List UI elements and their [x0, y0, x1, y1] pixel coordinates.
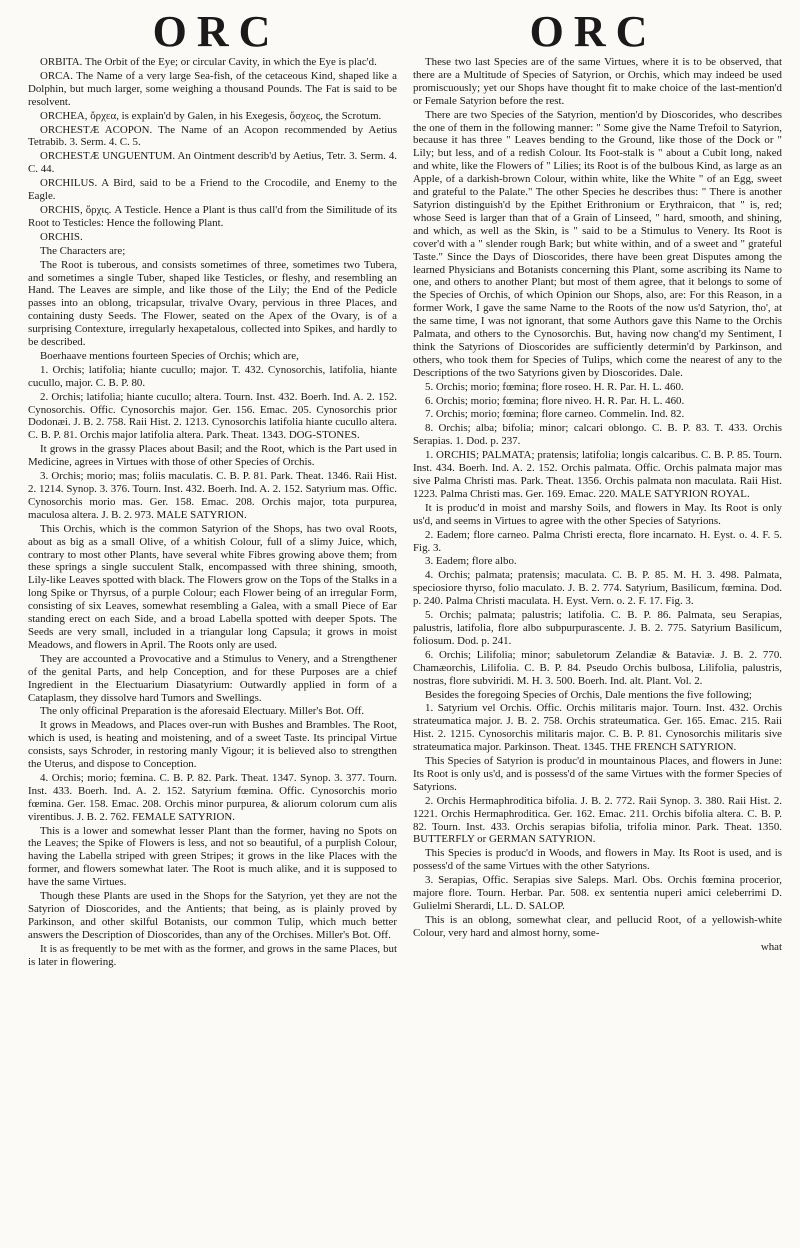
paragraph: ORBITA. The Orbit of the Eye; or circular Cavity, in which the Eye is plac'd. — [40, 56, 377, 68]
paragraph: This Orchis, which is the common Satyrion of the Shops, has two oval Roots, about as big as a small Olive, of a whitish Colour, full of a slimy Juice, which, contrary to most other Plants, have several white Fibres growing above them; from these springs a single succulent Stalk, encompassed with three shining, smooth, Lily-like Leaves spotted with black. The Flowers grow on the Tops of the Stalks in a long Spike or Thyrsus, of a purple Colour; each Flower being of an irregular Form, consisting of six Leaves, somewhat resembling a Galea, with a small Piece of Ear standing erect on each Side, and a broad Labella spotted with deeper Spots. The Seeds are very small, included in a triangular long Capsula; it grows in moist Meadows, and flowers in April. The Roots only are used. — [28, 522, 397, 651]
paragraph: 6. Orchis; Lilifolia; minor; sabuletorum Zelandiæ & Bataviæ. J. B. 2. 770. Chamæorchis, Lilifolia. C. B. P. 84. Pseudo Orchis bulbosa, Lilifolia, palustris, nostras, flore subviridi. M. H. 3. 500. Boerh. Ind. alt. Plant. Vol. 2. — [413, 648, 782, 687]
paragraph: The Characters are; — [40, 244, 126, 257]
paragraph: 2. Eadem; flore carneo. Palma Christi erecta, flore incarnato. H. Eyst. o. 4. F. 5. Fig. 3. — [413, 528, 782, 554]
paragraph: 4. Orchis; palmata; pratensis; maculata. C. B. P. 85. M. H. 3. 498. Palmata, speciosiore thyrso, folio maculato. J. B. 2. 774. Satyrium, Basilicum, fœmina. Dod. p. 240. Palma Christi maculata. H. Eyst. Vern. o. 2. F. 17. Fig. 3. — [413, 569, 782, 608]
paragraph: 8. Orchis; alba; bifolia; minor; calcari oblongo. C. B. P. 83. T. 433. Orchis Serapias. 1. Dod. p. 237. — [413, 422, 782, 448]
paragraph: Though these Plants are used in the Shops for the Satyrion, yet they are not the Satyrion of Dioscorides, and the Antients; that being, as is plainly proved by Parkinson, and other skilful Botanists, our common Tulip, which much better answers the Description of Dioscorides, than any of the Orchises. Miller's Bot. Off. — [28, 890, 397, 941]
paragraph: ORCHIS. — [40, 230, 83, 243]
left-column — [28, 56, 397, 1241]
paragraph: 1. Orchis; latifolia; hiante cucullo; major. T. 432. Cynosorchis, latifolia, hiante cucullo, major. C. B. P. 80. — [28, 363, 397, 389]
paragraph: ORCA. The Name of a very large Sea-fish, of the cetaceous Kind, shaped like a Dolphin, but much larger, some weighing a thousand Pounds. The Fat is said to be resolvent. — [28, 69, 397, 108]
paragraph: It is as frequently to be met with as the former, and grows in the same Places, but is later in flowering. — [28, 942, 397, 968]
paragraph: This Species of Satyrion is produc'd in mountainous Places, and flowers in June: Its Root is only us'd, and is possess'd of the same Virtues with the former Species of Satyrions. — [413, 755, 782, 793]
paragraph: 1. ORCHIS; PALMATA; pratensis; latifolia; longis calcaribus. C. B. P. 85. Tourn. Inst. 434. Boerh. Ind. A. 2. 152. Orchis palmata. Offic. Orchis palmata major mas sive Palma Christi mas. Park. Theat. 1356. Orchis palmata non maculata. Raii Hist. 1223. Palma Christi mas. Ger. 169. Emac. 220. MALE SATYRION ROYAL. — [413, 449, 782, 500]
paragraph: ORCHILUS. A Bird, said to be a Friend to the Crocodile, and Enemy to the Eagle. — [28, 177, 397, 203]
paragraph: 3. Serapias, Offic. Serapias sive Saleps. Marl. Obs. Orchis fœmina procerior, majore flore. Tourn. Herbar. Par. 508. ex sententia nuperi amici celeberrimi D. Gulielmi Sherardi, LL. D. SALOP. — [413, 874, 782, 912]
paragraph: This Species is produc'd in Woods, and flowers in May. Its Root is used, and is possess'd of the same Virtues with the other Satyrions. — [413, 847, 782, 873]
paragraph: 3. Eadem; flore albo. — [425, 555, 517, 568]
paragraph: 4. Orchis; morio; fœmina. C. B. P. 82. Park. Theat. 1347. Synop. 3. 377. Tourn. Inst. 433. Boerh. Ind. A. 2. 152. Satyrium fœmina. Offic. Cynosorchis morio fœmina. Ger. 158. Emac. 208. Orchis minor purpurea, & aliorum colorum cum alis virentibus. J. B. 2. 762. FEMALE SATYRION. — [28, 771, 397, 823]
paragraph: ORCHESTÆ UNGUENTUM. An Ointment describ'd by Aetius, Tetr. 3. Serm. 4. C. 44. — [28, 150, 397, 176]
paragraph: 3. Orchis; morio; mas; foliis maculatis. C. B. P. 81. Park. Theat. 1346. Raii Hist. 2. 1214. Synop. 3. 376. Tourn. Inst. 432. Boerh. Ind. A. 2. 152. Satyrium mas. Offic. Cynosorchis morio mas. Ger. 158. Emac. 208. Orchis major, tota purpurea, maculosa altera. J. B. 2. 973. MALE SATYRION. — [28, 470, 397, 521]
paragraph: 5. Orchis; morio; fœmina; flore roseo. H. R. Par. H. L. 460. — [425, 380, 684, 393]
paragraph: 2. Orchis Hermaphroditica bifolia. J. B. 2. 772. Raii Synop. 3. 380. Raii Hist. 2. 1221. Orchis Hermaphroditica. Ger. 162. Emac. 211. Orchis bifolia altera. C. B. P. 82. Tourn. Inst. 433. Orchis serapias bifolia, trifolia minor. Park. Theat. 1350. BUTTERFLY or GERMAN SATYRION. — [413, 794, 782, 846]
paragraph: 7. Orchis; morio; fœmina; flore carneo. Commelin. Ind. 82. — [425, 408, 685, 421]
paragraph: 6. Orchis; morio; fœmina; flore niveo. H. R. Par. H. L. 460. — [425, 394, 685, 407]
running-head — [28, 0, 782, 56]
paragraph: It is produc'd in moist and marshy Soils, and flowers in May. Its Root is only us'd, and seems in Virtues to agree with the other Species of Satyrions. — [413, 501, 782, 527]
paragraph: ORCHESTÆ ACOPON. The Name of an Acopon recommended by Aetius Tetrabib. 3. Serm. 4. C. 5. — [28, 123, 397, 149]
running-head-left: ORC — [152, 7, 281, 56]
paragraph: It grows in the grassy Places about Basil; and the Root, which is the Part used in Medicine, agrees in Virtues with those of other Species of Orchis. — [28, 443, 397, 469]
right-column — [413, 56, 782, 1241]
catchword: what — [760, 940, 782, 953]
text-columns — [28, 56, 782, 1241]
paragraph: This is a lower and somewhat lesser Plant than the former, having no Spots on the Leaves; the Spike of Flowers is less, and not so beautiful, of a purplish Colour, having the Labella striped with green Stripes; it grows in the like Places with the former, and flowers somewhat later. The Root is much alike, and it is supposed to have the same Virtues. — [28, 824, 397, 889]
paragraph: Besides the foregoing Species of Orchis, Dale mentions the five following; — [425, 688, 752, 701]
paragraph: The Root is tuberous, and consists sometimes of three, sometimes two Tubera, and sometimes a single Tuber, shaped like Testicles, or fleshy, and resembling an Hand. The Leaves are simple, and like those of the Lily; the End of the Pedicle passes into an oblong, tricapsular, trivalve Ovary, pervious in three Places, and containing dusty Seeds. The Flower, seated on the Apex of the Ovary, is of a surprising Contexture, irregularly hexapetalous, collected into Spikes, and hardly to be described. — [28, 258, 397, 349]
paragraph: This is an oblong, somewhat clear, and pellucid Root, of a yellowish-white Colour, very hard and almost horny, some- — [413, 913, 782, 939]
paragraph: 1. Satyrium vel Orchis. Offic. Orchis militaris major. Tourn. Inst. 432. Orchis strateumatica major. J. B. 2. 758. Orchis strateumatica. Ger. 165. Emac. 215. Raii Hist. 2. 1215. Cynosorchis militaris major. C. B. P. 81. Cynosorchis militaris sive strateumatica major. Parkinson. Theat. 1345. THE FRENCH SATYRION. — [413, 702, 782, 754]
paragraph: ORCHEA, ὄρχεα, is explain'd by Galen, in his Exegesis, ὄσχεος, the Scrotum. — [40, 109, 382, 122]
paragraph: 2. Orchis; latifolia; hiante cucullo; altera. Tourn. Inst. 432. Boerh. Ind. A. 2. 152. Cynosorchis. Offic. Cynosorchis major. Ger. 156. Emac. 205. Cynosorchis prior Dodonæi. J. B. 2. 758. Raii Hist. 2. 1213. Cynosorchis latifolia hiante cucullo altera. C. B. P. 81. Orchis major latifolia altera. Park. Theat. 1343. DOG-STONES. — [28, 390, 397, 442]
paragraph: ORCHIS, ὄρχις. A Testicle. Hence a Plant is thus call'd from the Similitude of its Root to Testicles: Hence the following Plant. — [28, 203, 397, 229]
paragraph: Boerhaave mentions fourteen Species of Orchis; which are, — [40, 349, 299, 362]
paragraph: There are two Species of the Satyrion, mention'd by Dioscorides, who describes the one of them in the following manner: " Some give the Name Trefoil to Satyrion, because it has three " Leaves bending to the Ground, like those of the Dock or " Lily; but less, and of a redish Colour. Its Foot-stalk is " about a Cubit long, naked and white, like the Flowers of " Lilies; its Root is of the bulbous Kind, as large as an Apple, of a darkish-brown Colour, within white, like the White " of an Egg, sweet and grateful to the Palate." The other Species he describes thus: " There is another Satyrion distinguish'd by the Epithet Erithronium or Erythraicon, that " is, red; whose Seed is larger than that of a Grain of Linseed, " hard, smooth, and shining, and which, as well as the Skin, is " said to be a Stimulus to Venery. Its Root is cover'd with a " slender rough Bark; but white within, and of a sweet and " grateful Taste." Since the Days of Dioscorides, there have been great Disputes among the learned Physicians and Botanists concerning this Plant, some ascribing its Name to one, and others to another Plant; but most of them agree, that it belongs to some of the Species of Orchis, of which Opinion our Shops, also, are: For this Reason, in a former Work, I gave the same Name to the Roots of the now us'd Satyrion, tho', at the same time, I was not ignorant, that some Authors gave this Name to the Orchis Palmata, and others to the Cynosorchis. But, having now chang'd my Sentiment, I think the Satyrions of Dioscorides are sufficiently determin'd by Parkinson, and others, who took them for Species of Tulips, which come the nearest of any to the Descriptions of the two Satyrions given by Dioscorides. Dale. — [413, 108, 782, 379]
paragraph: It grows in Meadows, and Places over-run with Bushes and Brambles. The Root, which is used, is heating and moistening, and of a sweet Taste. Its principal Virtue consists, says Schroder, in restoring manly Vigour; it is believed also to strengthen the Uterus, and dispose to Conception. — [28, 719, 397, 771]
paragraph: They are accounted a Provocative and a Stimulus to Venery, and a Strengthener of the genital Parts, and help Conception, and for these Purposes are a chief Ingredient in the Electuarium Diasatyrium: Outwardly applied in form of a Cataplasm, they dissolve hard Tumors and Swellings. — [28, 652, 397, 704]
running-head-right: ORC — [529, 7, 658, 56]
paragraph: These two last Species are of the same Virtues, where it is to be observed, that there are a Multitude of Species of Satyrion, or Orchis, which may indeed be used promiscuously; yet our Shops have thought fit to make choice of the last-mention'd or Female Satyrion before the rest. — [413, 56, 782, 107]
paragraph: The only officinal Preparation is the aforesaid Electuary. Miller's Bot. Off. — [40, 705, 365, 718]
paragraph: 5. Orchis; palmata; palustris; latifolia. C. B. P. 86. Palmata, seu Serapias, palustris, latifolia, flore albo subpurpurascente. J. B. 2. 775. Satyrium Basilicum, foliosum. Dod. p. 241. — [413, 609, 782, 647]
